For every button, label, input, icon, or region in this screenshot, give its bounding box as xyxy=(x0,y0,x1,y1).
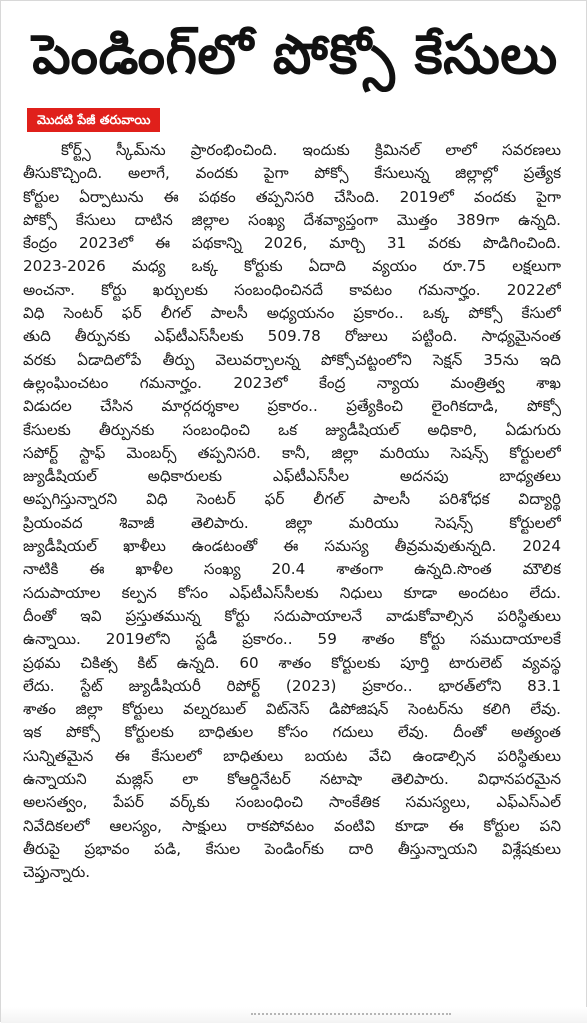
article-line: శాతం జిల్లా కోర్టులు వల్నరబుల్ విట్‌నెస్ డిపోజిషన్ సెంటర్‌ను కలిగి లేవు. xyxy=(23,700,561,719)
article-line: ప్రియంవద శివాజీ తెలిపారు. జిల్లా మరియు సెషన్స్ కోర్టులలో xyxy=(23,513,561,532)
article-line: కోర్ట్స్ స్కీమ్‌ను ప్రారంభించింది. ఇందుకు క్రిమినల్ లాలో సవరణలు xyxy=(61,141,561,159)
article-line: ప్రథమ చికిత్స కిట్ ఉన్నది. 60 శాతం కోర్టులకు పూర్తి టారులెట్ వ్యవస్థ xyxy=(23,653,561,672)
article-line: కేంద్రం 2023లో ఈ పథకాన్ని 2026, మార్చి 31 వరకు పొడిగించింది. xyxy=(23,234,561,253)
article-line: 2023-2026 మధ్య ఒక్క కోర్టుకు ఏదాది వ్యయం రూ.75 లక్షలుగా xyxy=(23,257,561,276)
article-body xyxy=(23,139,561,885)
article-line: చెప్తున్నారు. xyxy=(23,863,91,882)
article-line: అలసత్వం, పేపర్ వర్క్‌కు సంబంధించి సాంకేతిక సమస్యలు, ఎఫ్ఎస్ఎల్ xyxy=(23,793,561,812)
article-line: దీంతో ఇవి ప్రస్తుతమున్న కోర్టు సదుపాయాలనే వాడుకోవాల్సిన పరిస్థితులు xyxy=(23,606,561,625)
article-line: జ్యుడీషియల్ ఖాళీలు ఉండటంతో ఈ సమస్య తీవ్రమవుతున్నది. 2024 xyxy=(23,537,561,556)
article-line: నాటికి ఈ ఖాళీల సంఖ్య 20.4 శాతంగా ఉన్నది.సొంత మౌలిక xyxy=(23,560,561,579)
article-headline: పెండింగ్‌లో పోక్సో కేసులు xyxy=(32,23,558,86)
article-line: సదుపాయాల కల్పన కోసం ఎఫ్‌టీఎస్‌సీలకు నిధులు కూడా అందటం లేదు. xyxy=(23,583,561,602)
article-line: ఉల్లంఘించటం గమనార్హం. 2023లో కేంద్ర న్యాయ మంత్రిత్వ శాఖ xyxy=(23,373,561,392)
clipping-cut-marks xyxy=(251,1013,451,1021)
article-line: కేసులకు తీర్పునకు సంబంధించి ఒక జ్యుడీషియల్ అధికారి, ఏడుగురు xyxy=(23,420,561,439)
article-line: తుది తీర్పునకు ఎఫ్‌టీఎస్‌సీలకు 509.78 రోజులు పట్టింది. సాధ్యమైనంత xyxy=(23,327,561,346)
article-line: సపోర్ట్ స్టాఫ్ మెంబర్స్ తప్పనిసరి. కానీ, జిల్లా మరియు సెషన్స్ కోర్టులలో xyxy=(23,443,561,462)
article-line: నివేదికలలో ఆలస్యం, సాక్షులు రాకపోవటం వంటివి కూడా ఈ కోర్టుల పని xyxy=(23,816,561,835)
article-line: అప్పగిస్తున్నారని విధి సెంటర్ ఫర్ లీగల్ పాలసీ పరిశోధక విద్యార్థి xyxy=(23,490,561,509)
article-line: వరకు ఏడాదిలోపే తీర్పు వెలువర్చాలన్న పోక్సోచట్టంలోని సెక్షన్ 35ను ఇది xyxy=(23,350,561,369)
article-line: జ్యుడీషియల్ అధికారులకు ఎఫ్‌టీఎస్‌సీల అదనపు బాధ్యతలు xyxy=(23,467,561,486)
article-line: ఇక పోక్సో కోర్టులకు బాధితుల కోసం గదులు లేవు. దీంతో అత్యంత xyxy=(23,723,561,742)
article-line: విధి సెంటర్ ఫర్ లీగల్ పాలసీ అధ్యయనం ప్రకారం.. ఒక్క పోక్సో కేసులో xyxy=(23,304,561,323)
continued-from-front-page-tag: మొదటి పేజీ తరువాయి xyxy=(27,108,160,132)
article-line: కోర్టుల ఏర్పాటును ఈ పథకం తప్పనిసరి చేసింది. 2019లో వందకు పైగా xyxy=(23,187,561,206)
article-line: ఉన్నాయని మజ్లిస్ లా కోఆర్డినేటర్ నటాషా తెలిపారు. విధానపరమైన xyxy=(23,770,561,789)
article-line: లేదు. స్టేట్ జ్యుడీషియరీ రిపోర్ట్ (2023) ప్రకారం.. భారత్‌లోని 83.1 xyxy=(23,676,561,695)
article-line: సున్నితమైన ఈ కేసులలో బాధితులు బయట వేచి ఉండాల్సిన పరిస్థితులు xyxy=(23,746,561,765)
article-line: తీసుకొచ్చింది. అలాగే, వందకు పైగా పోక్సో కేసులున్న జిల్లాల్లో ప్రత్యేక xyxy=(23,164,561,183)
article-line: అంచనా. కోర్టు ఖర్చులకు సంబంధించినదే కావటం గమనార్హం. 2022లో xyxy=(23,280,561,299)
article-line: ఉన్నాయి. 2019లోని స్టడీ ప్రకారం.. 59 శాతం కోర్టు సముదాయాలకే xyxy=(23,630,561,649)
article-line: తీరుపై ప్రభావం పడి, కేసుల పెండింగ్‌కు దారి తీస్తున్నాయని విశ్లేషకులు xyxy=(23,839,561,858)
article-line: విడుదల చేసిన మార్గదర్శకాల ప్రకారం.. ప్రత్యేకించి లైంగికదాడి, పోక్సో xyxy=(23,397,561,416)
article-line: పోక్సో కేసులు దాటిన జిల్లాల సంఖ్య దేశవ్యాప్తంగా మొత్తం 389గా ఉన్నది. xyxy=(23,210,561,229)
